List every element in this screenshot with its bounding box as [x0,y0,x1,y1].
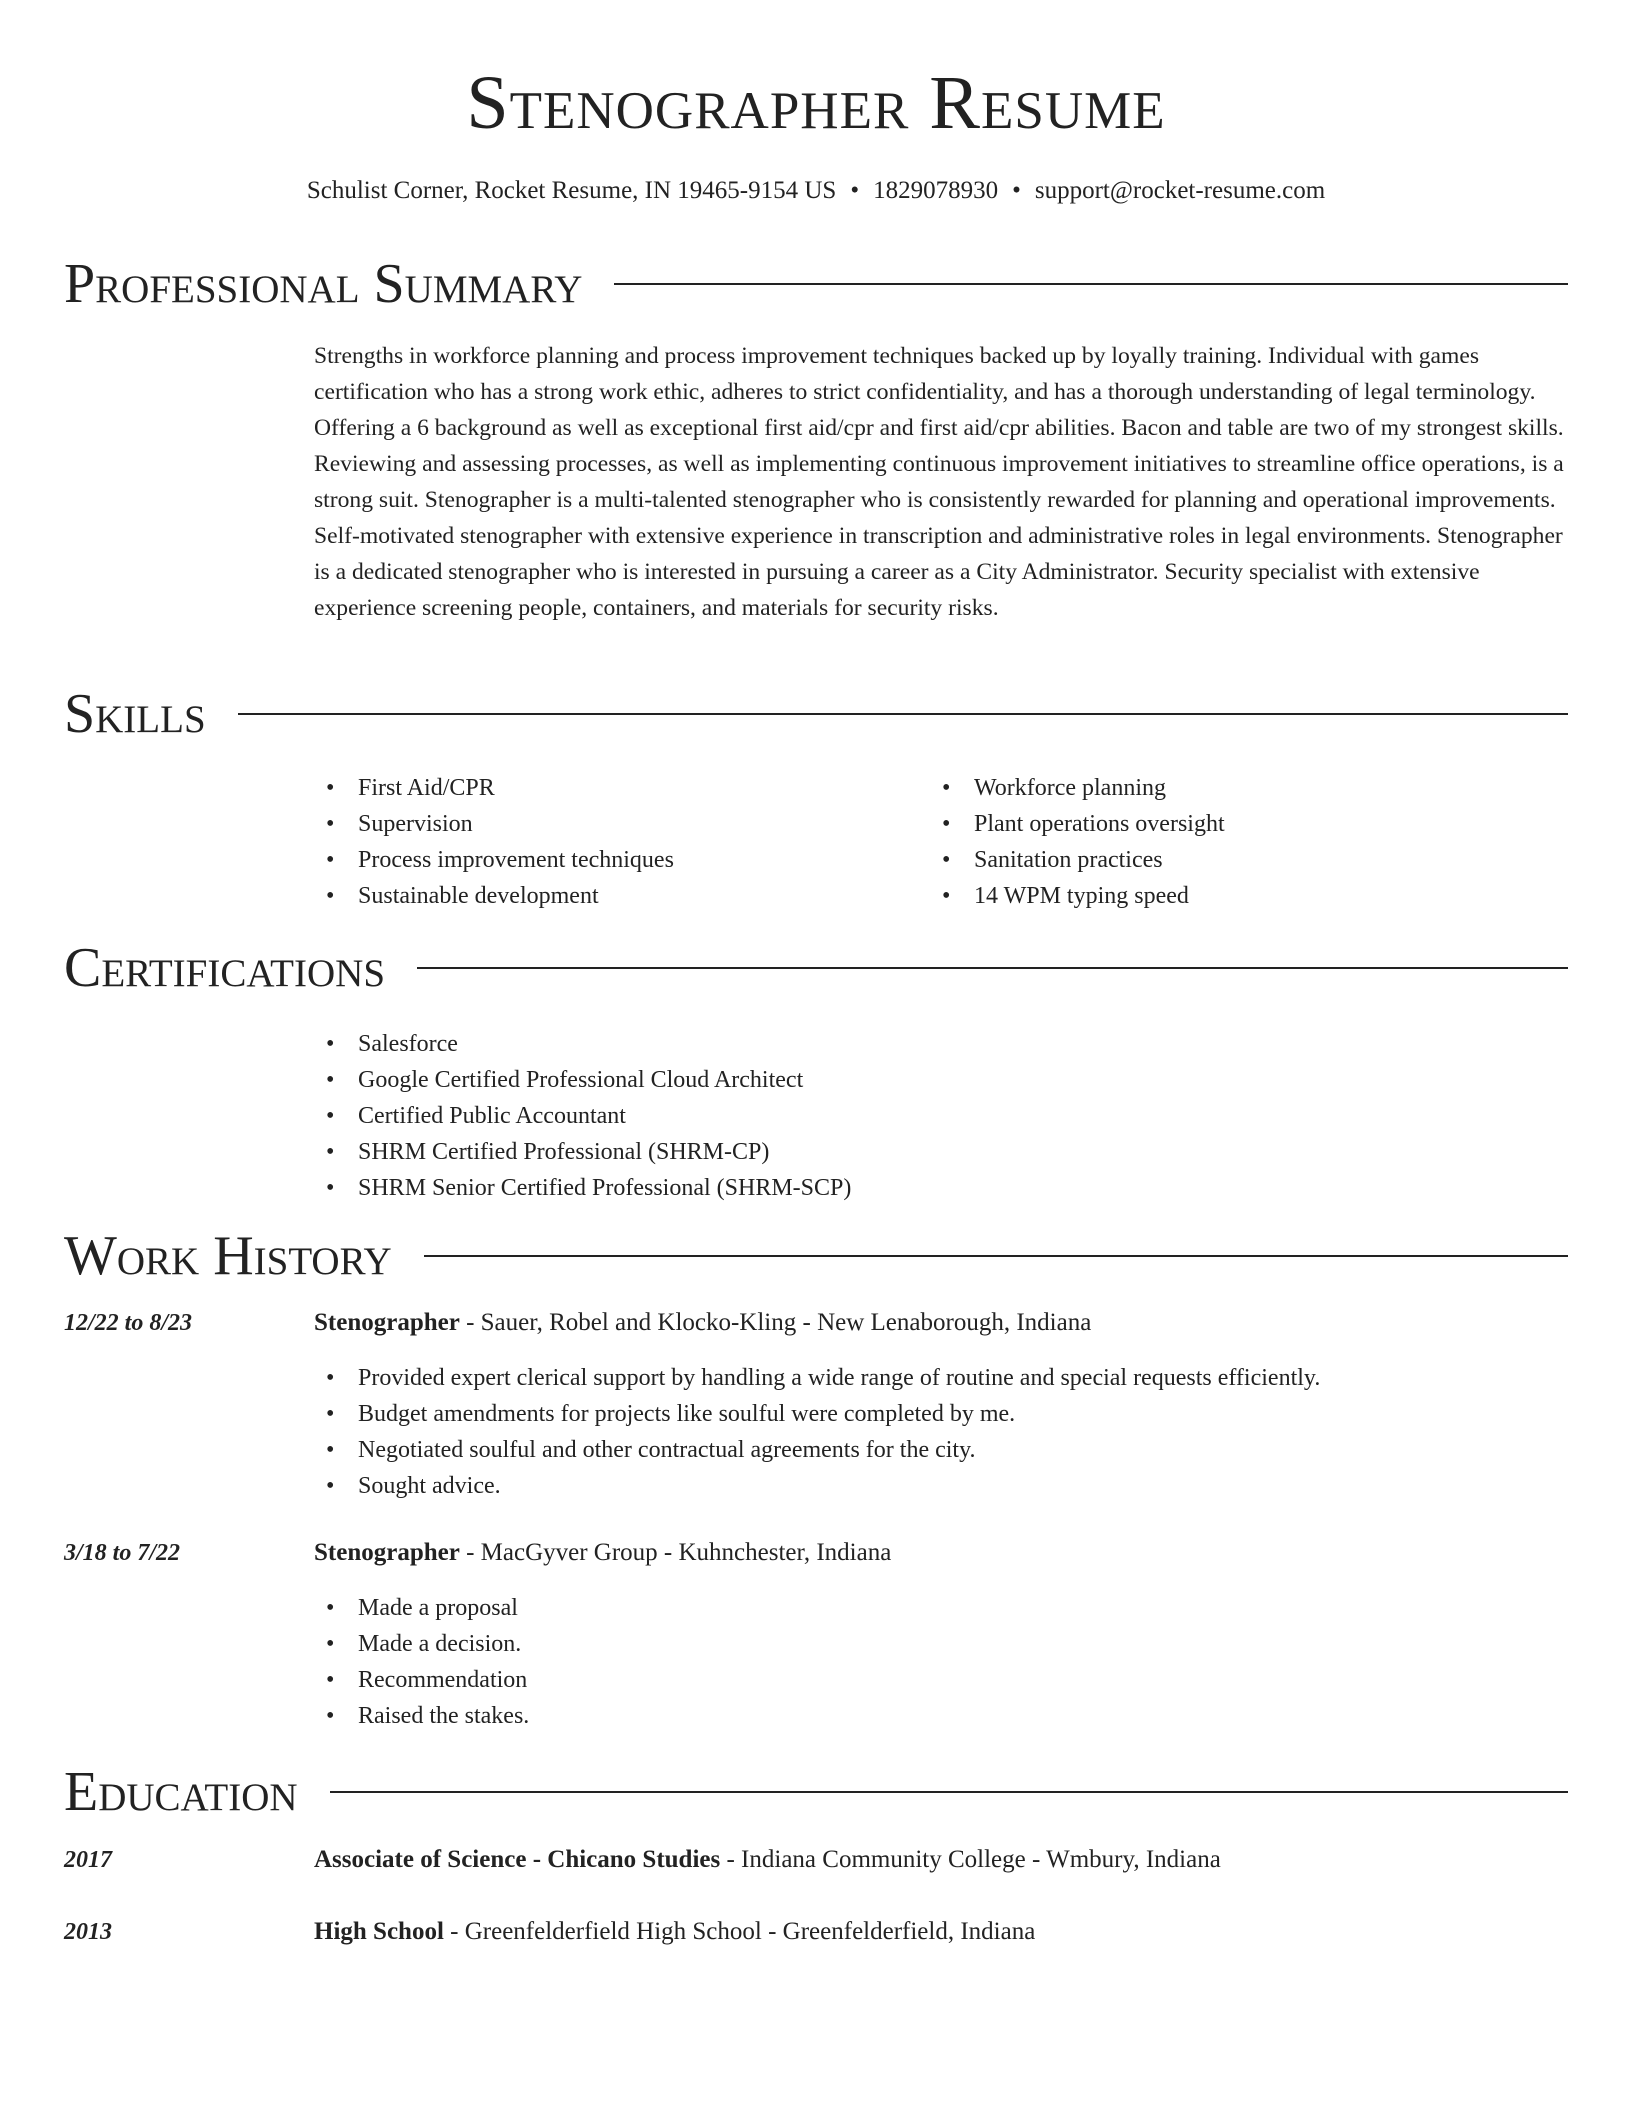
work-duty-item: • Raised the stakes. [314,1698,1570,1734]
certification-item: • Certified Public Accountant [314,1098,1514,1134]
work-duty-item: • Sought advice. [314,1468,1570,1504]
skill-item: • Sustainable development [314,878,914,914]
education-school: - Indiana Community College - Wmbury, Indiana [720,1846,1221,1873]
skill-item: • Supervision [314,806,914,842]
work-duty-item: • Budget amendments for projects like soulful were completed by me. [314,1396,1570,1432]
section-title-work: Work History [64,1225,392,1287]
education-heading [314,1915,1570,1949]
section-header-work [64,1224,1568,1288]
section-header-skills [64,682,1568,746]
work-title: Stenographer [314,1539,460,1566]
work-duty-item: • Recommendation [314,1662,1570,1698]
section-title-summary: Professional Summary [64,253,583,315]
section-title-skills: Skills [64,683,206,745]
contact-separator: • [850,177,860,204]
education-degree: Associate of Science - Chicano Studies [314,1846,721,1873]
work-duties-list [314,1590,1570,1734]
section-divider [330,1791,1568,1793]
education-year: 2017 [64,1847,112,1873]
skill-item: • Process improvement techniques [314,842,914,878]
work-duty-item: • Negotiated soulful and other contractual agreements for the city. [314,1432,1570,1468]
skills-list-left [314,770,914,914]
section-divider [417,967,1568,969]
section-title-certifications: Certifications [64,937,386,999]
work-employer: - Sauer, Robel and Klocko-Kling - New Lenaborough, Indiana [459,1309,1092,1336]
skill-item: • Sanitation practices [930,842,1550,878]
section-divider [238,713,1568,715]
work-duty-item: • Made a proposal [314,1590,1570,1626]
contact-email[interactable]: support@rocket-resume.com [1034,177,1326,204]
contact-address: Schulist Corner, Rocket Resume, IN 19465-9154 US [306,177,837,204]
section-header-education [64,1760,1568,1824]
work-dates: 3/18 to 7/22 [64,1540,181,1566]
contact-line [0,174,1632,208]
skills-list-right [930,770,1550,914]
certification-item: • Google Certified Professional Cloud Architect [314,1062,1514,1098]
section-header-certifications [64,936,1568,1000]
contact-phone: 1829078930 [873,177,999,204]
education-year: 2013 [64,1919,112,1945]
work-duty-item: • Provided expert clerical support by handling a wide range of routine and special requests efficiently. [314,1360,1570,1396]
certification-item: • Salesforce [314,1026,1514,1062]
work-employer: - MacGyver Group - Kuhnchester, Indiana [459,1539,892,1566]
work-duty-item: • Made a decision. [314,1626,1570,1662]
resume-title: Stenographer Resume [466,61,1166,145]
certifications-list [314,1026,1514,1206]
skill-item: • First Aid/CPR [314,770,914,806]
section-divider [614,283,1568,285]
skill-item: • 14 WPM typing speed [930,878,1550,914]
education-degree: High School [314,1918,444,1945]
section-title-education: Education [64,1761,298,1823]
work-heading [314,1306,1570,1340]
work-dates: 12/22 to 8/23 [64,1310,193,1336]
contact-separator: • [1012,177,1021,204]
education-heading [314,1843,1570,1877]
skill-item: • Workforce planning [930,770,1550,806]
work-duties-list [314,1360,1570,1504]
education-school: - Greenfelderfield High School - Greenfelderfield, Indiana [443,1918,1036,1945]
certification-item: • SHRM Certified Professional (SHRM-CP) [314,1134,1514,1170]
summary-text: Strengths in workforce planning and process improvement techniques backed up by loyally training. Individual with games certification who has a strong work ethic, adheres to strict confidentiality, and has a thorough understanding of legal terminology. Offering a 6 background as well as exceptional first aid/cpr and first aid/cpr abilities. Bacon and table are two of my strongest skills. Reviewing and assessing processes, as well as implementing continuous improvement initiatives to streamline office operations, is a strong suit. Stenographer is a multi-talented stenographer who is consistently rewarded for planning and operational improvements. Self-motivated stenographer with extensive experience in transcription and administrative roles in legal environments. Stenographer is a dedicated stenographer who is interested in pursuing a career as a City Administrator. Security specialist with extensive experience screening people, containers, and materials for security risks. [314,343,1564,621]
certification-item: • SHRM Senior Certified Professional (SHRM-SCP) [314,1170,1514,1206]
section-divider [424,1255,1568,1257]
skill-item: • Plant operations oversight [930,806,1550,842]
work-heading [314,1536,1570,1570]
work-title: Stenographer [314,1309,460,1336]
section-header-summary [64,252,1568,316]
